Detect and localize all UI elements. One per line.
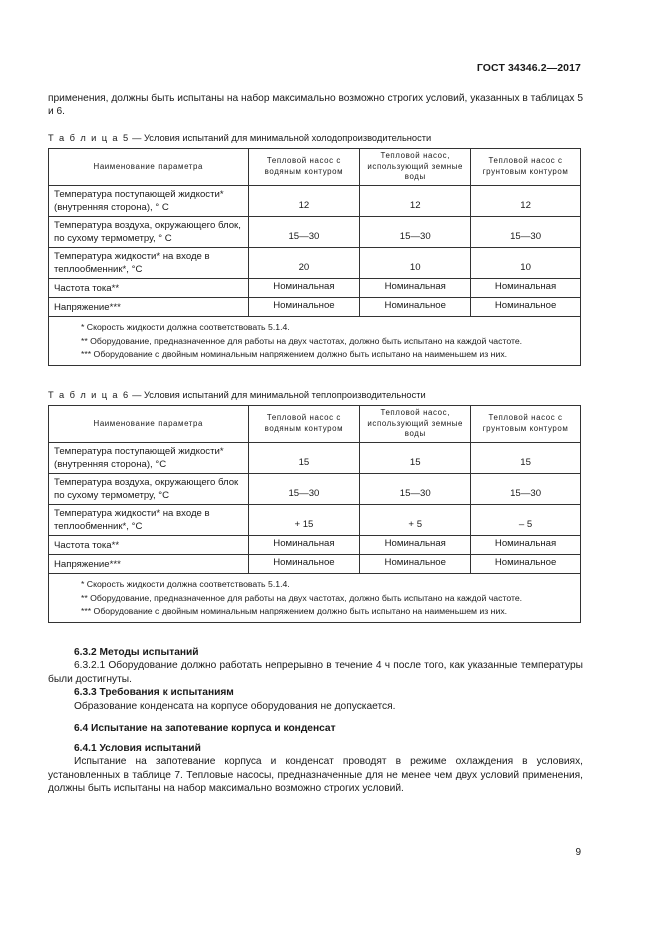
table5-notes-row [49, 317, 581, 366]
table6-notes [49, 574, 581, 623]
table6 [48, 405, 581, 623]
table5-note: *** Оборудование с двойным номинальным напряжением должно быть испытано на наименьшем из них. [81, 348, 508, 359]
table5-value: Номинальное [360, 298, 471, 317]
table6-value: Номинальная [248, 536, 360, 555]
table5-param: Напряжение*** [49, 298, 249, 317]
table6-value: 15—30 [248, 474, 360, 505]
table5-value: Номинальная [248, 279, 360, 298]
table5-value: 10 [360, 248, 471, 279]
section-6-4 [48, 722, 583, 735]
table5-value: 15—30 [360, 217, 471, 248]
table5-header-ground-loop: Тепловой насос с грунтовым контуром [471, 149, 581, 186]
table6-note: ** Оборудование, предназначенное для работы на двух частотах, должно быть испытано на каждой частоте. [81, 592, 523, 603]
table5-value: Номинальная [471, 279, 581, 298]
table5-value: Номинальное [248, 298, 360, 317]
table5-value: 12 [471, 186, 581, 217]
table5-title: — Условия испытаний для минимальной холодопроизводительности [129, 133, 432, 143]
table6-value: Номинальное [248, 555, 360, 574]
table5-value: Номинальная [360, 279, 471, 298]
table6-value: 15 [471, 443, 581, 474]
table5-value: 10 [471, 248, 581, 279]
table5-value: 15—30 [248, 217, 360, 248]
table6-note: * Скорость жидкости должна соответствовать 5.1.4. [81, 579, 290, 590]
table-row [49, 279, 581, 298]
table5-header-parameter: Наименование параметра [49, 149, 249, 186]
table6-param: Температура воздуха, окружающего блок по сухому термометру, °С [49, 474, 249, 505]
section-6-4-heading: 6.4 Испытание на запотевание корпуса и конденсат [74, 723, 336, 734]
table5-param: Частота тока** [49, 279, 249, 298]
table5-note: * Скорость жидкости должна соответствовать 5.1.4. [81, 322, 290, 333]
table6-header-parameter: Наименование параметра [49, 406, 249, 443]
section-6-3-3-heading: 6.3.3 Требования к испытаниям [74, 687, 234, 699]
section-6-4-1-heading: 6.4.1 Условия испытаний [74, 743, 201, 754]
table5-param: Температура воздуха, окружающего блок, по сухому термометру, ° С [49, 217, 249, 248]
table6-value: Номинальная [360, 536, 471, 555]
section-6-4-1 [48, 742, 583, 796]
table6-value: + 15 [248, 505, 360, 536]
table6-value: Номинальное [471, 555, 581, 574]
table-row [49, 248, 581, 279]
table5-note: ** Оборудование, предназначенное для работы на двух частотах, должно быть испытано на каждой частоте. [81, 335, 523, 346]
table6-value: 15 [360, 443, 471, 474]
table-row [49, 474, 581, 505]
table5-caption [48, 132, 431, 144]
table6-value: Номинальная [471, 536, 581, 555]
table5-value: 15—30 [471, 217, 581, 248]
section-6-3-3-text: Образование конденсата на корпусе оборудования не допускается. [74, 700, 396, 712]
table6-header-ground-loop: Тепловой насос с грунтовым контуром [471, 406, 581, 443]
table-row [49, 298, 581, 317]
page-number: 9 [575, 847, 581, 858]
table6-value: – 5 [471, 505, 581, 536]
table5-header-water-loop: Тепловой насос с водяным контуром [248, 149, 360, 186]
table5-value: 12 [360, 186, 471, 217]
table-row [49, 443, 581, 474]
table6-value: 15—30 [471, 474, 581, 505]
table5-header-groundwater: Тепловой насос, использующий земные воды [360, 149, 471, 186]
table6-param: Температура жидкости* на входе в теплообменник*, °С [49, 505, 249, 536]
table5-param: Температура жидкости* на входе в теплообменник*, °С [49, 248, 249, 279]
table5-notes [49, 317, 581, 366]
table6-value: Номинальное [360, 555, 471, 574]
table-row [49, 217, 581, 248]
table6-caption [48, 389, 426, 401]
table-row [49, 536, 581, 555]
table6-notes-row [49, 574, 581, 623]
table5-value: 20 [248, 248, 360, 279]
section-6-4-1-text: Испытание на запотевание корпуса и конденсат проводят в режиме охлаждения в условиях, установленных в таблице 7. Тепловые насосы, предназначенные для не менее чем двух условий применения, должны быть испытаны на набор максимально возможно строгих условий. [48, 756, 583, 795]
table5-value: 12 [248, 186, 360, 217]
table6-param: Температура поступающей жидкости* (внутренняя сторона), °С [49, 443, 249, 474]
table-row [49, 555, 581, 574]
table6-header-row [49, 406, 581, 443]
table6-value: 15—30 [360, 474, 471, 505]
intro-paragraph: применения, должны быть испытаны на набор максимально возможно строгих условий, указанных в таблицах 5 и 6. [48, 93, 583, 118]
table6-param: Напряжение*** [49, 555, 249, 574]
standard-code: ГОСТ 34346.2—2017 [476, 62, 581, 74]
table5-value: Номинальное [471, 298, 581, 317]
table5 [48, 148, 581, 366]
table6-label: Т а б л и ц а 6 [48, 390, 130, 400]
table5-param: Температура поступающей жидкости* (внутренняя сторона), ° С [49, 186, 249, 217]
table-row [49, 505, 581, 536]
table6-value: 15 [248, 443, 360, 474]
table6-header-groundwater: Тепловой насос, использующий земные воды [360, 406, 471, 443]
table6-value: + 5 [360, 505, 471, 536]
table6-param: Частота тока** [49, 536, 249, 555]
table6-note: *** Оборудование с двойным номинальным напряжением должно быть испытано на наименьшем из них. [81, 605, 508, 616]
table5-label: Т а б л и ц а 5 [48, 133, 130, 143]
section-6-3-2-heading: 6.3.2 Методы испытаний [74, 647, 199, 658]
table-row [49, 186, 581, 217]
section-6-3-2 [48, 646, 583, 713]
table6-title: — Условия испытаний для минимальной теплопроизводительности [129, 390, 426, 400]
table6-header-water-loop: Тепловой насос с водяным контуром [248, 406, 360, 443]
table5-header-row [49, 149, 581, 186]
section-6-3-2-1-text: 6.3.2.1 Оборудование должно работать непрерывно в течение 4 ч после того, как указанные температуры были достигнуты. [48, 660, 583, 685]
